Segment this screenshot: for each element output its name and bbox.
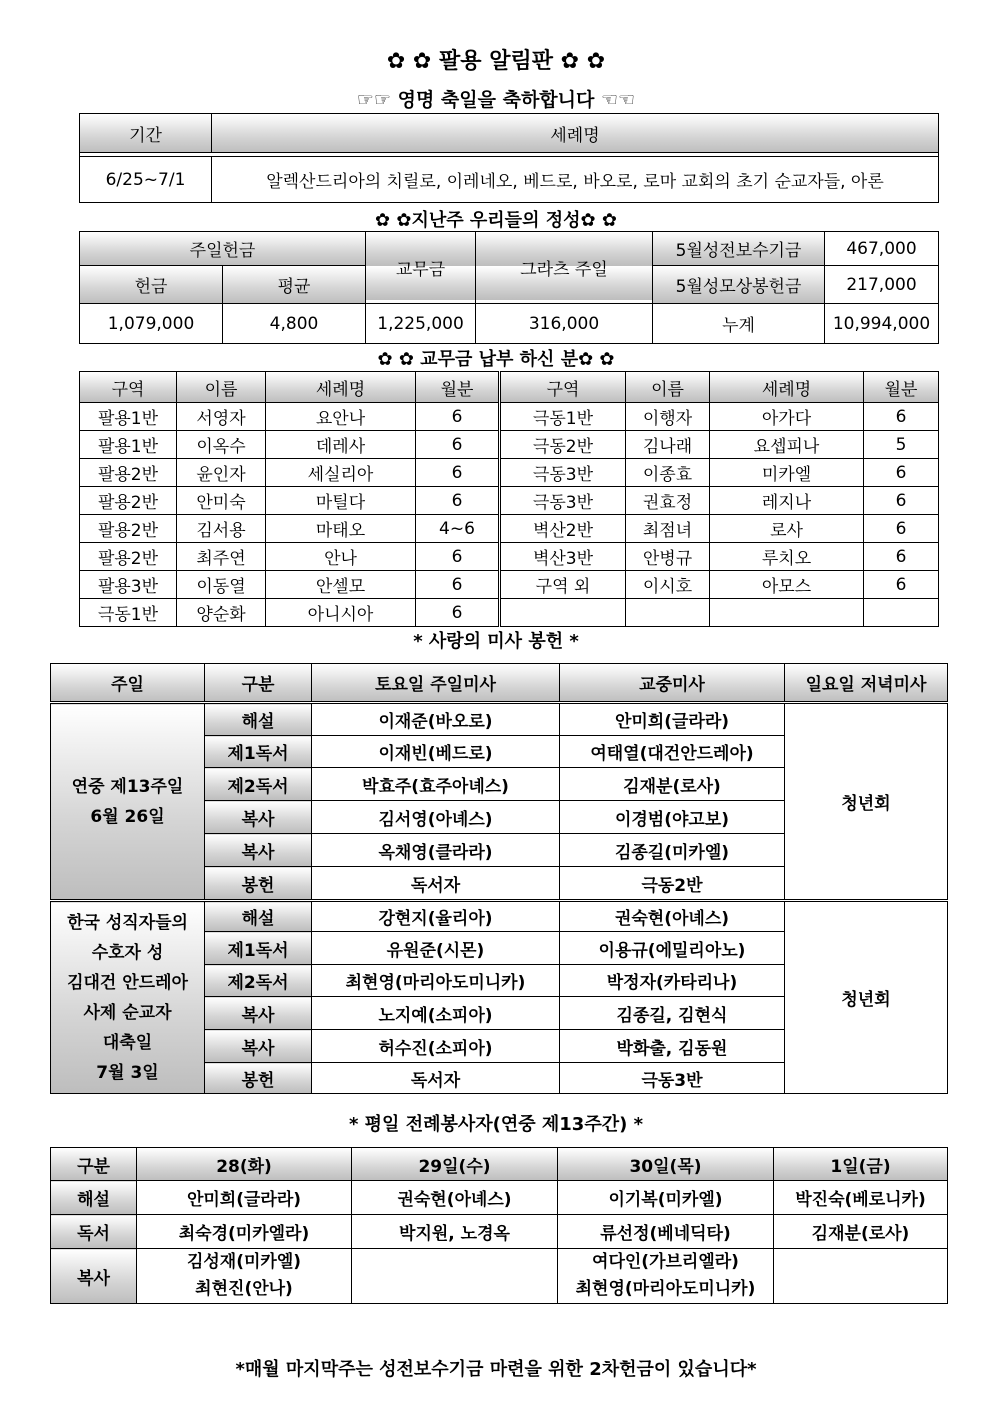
mass-cell: 옥채영(클라라): [312, 834, 560, 867]
total-value: 10,994,000: [825, 304, 939, 344]
dues-cell: 세실리아: [266, 459, 416, 487]
dues-cell: 벽산2반: [500, 515, 626, 543]
footer-notice: *매월 마지막주는 성전보수기금 마련을 위한 2차헌금이 있습니다*: [235, 1359, 757, 1380]
mass-cell: 안미희(글라라): [560, 703, 785, 736]
mass-cell: 권숙현(아녜스): [560, 901, 785, 932]
dues-cell: 안셀모: [266, 571, 416, 599]
cash-header: 헌금: [80, 266, 223, 304]
mass-cell: 허수진(소피아): [312, 1030, 560, 1063]
weekday-cell: 박지원, 노경옥: [352, 1215, 558, 1249]
dues-row: [80, 431, 939, 459]
dues-cell: 김서용: [177, 515, 266, 543]
dues-cell: 서영자: [177, 403, 266, 431]
header-baptismal-names: 세례명: [212, 114, 939, 153]
dues-cell: 6: [864, 487, 939, 515]
dues-cell: 벽산3반: [500, 543, 626, 571]
dues-cell: 6: [416, 487, 500, 515]
dues-cell: 극동3반: [500, 459, 626, 487]
mass-week-label-line: 김대건 안드레아: [67, 972, 188, 993]
dues-table: [79, 371, 939, 627]
mass-cell: 김재분(로사): [560, 768, 785, 801]
mass-cell: 극동3반: [560, 1063, 785, 1094]
mass-role: 제1독서: [205, 932, 312, 965]
mass-cell: 극동2반: [560, 867, 785, 901]
dues-cell: 이옥수: [177, 431, 266, 459]
mass-role: 복사: [205, 834, 312, 867]
dues-row: [80, 543, 939, 571]
weekday-cell: [774, 1249, 948, 1304]
mass-row: [51, 703, 948, 736]
feast-period: 6/25~7/1: [80, 157, 212, 203]
weekday-cell: 박진숙(베로니카): [774, 1181, 948, 1215]
weekday-table: [50, 1147, 948, 1304]
dues-header-baptismal: 세례명: [710, 372, 864, 403]
dues-cell: 팔용3반: [80, 571, 177, 599]
mass-week-label-line: 한국 성직자들의: [67, 912, 188, 933]
feast-table: [79, 113, 939, 203]
mass-role: 복사: [205, 1030, 312, 1063]
mass-cell: 이재준(바오로): [312, 703, 560, 736]
dues-cell: 극동2반: [500, 431, 626, 459]
mass-role: 제1독서: [205, 736, 312, 768]
dues-header-baptismal: 세례명: [266, 372, 416, 403]
mass-week-label-line: 6월 26일: [90, 806, 165, 827]
mass-cell: 박효주(효주아녜스): [312, 768, 560, 801]
dues-cell: 팔용2반: [80, 487, 177, 515]
dues-cell: 안병규: [626, 543, 710, 571]
average-header: 평균: [223, 266, 366, 304]
mass-cell: 독서자: [312, 867, 560, 901]
mass-week-label: [51, 901, 205, 1094]
dues-cell: 6: [864, 571, 939, 599]
mass-header-saturday: 토요일 주일미사: [312, 664, 560, 703]
dues-cell: 윤인자: [177, 459, 266, 487]
dues-cell: 6: [864, 403, 939, 431]
dues-cell: 6: [864, 459, 939, 487]
server-name: 최현영(마리아도미니카): [575, 1279, 756, 1299]
mass-week-label: [51, 703, 205, 901]
marian-value: 217,000: [825, 266, 939, 304]
dues-cell: 최주연: [177, 543, 266, 571]
mass-row: [51, 901, 948, 932]
dues-cell: 6: [416, 403, 500, 431]
server-name: 최현진(안나): [195, 1279, 293, 1299]
dues-cell: 6: [864, 515, 939, 543]
weekday-cell: 권숙현(아녜스): [352, 1181, 558, 1215]
dues-cell: 5: [864, 431, 939, 459]
dues-cell: [710, 599, 864, 627]
weekday-cell: 안미희(글라라): [137, 1181, 352, 1215]
dues-cell: 팔용1반: [80, 431, 177, 459]
dues-cell: 루치오: [710, 543, 864, 571]
feast-heading: ☞☞ 영명 축일을 축하합니다 ☜☜: [356, 89, 636, 111]
dues-header-month: 월분: [864, 372, 939, 403]
dues-cell: 권효정: [626, 487, 710, 515]
dues-cell: [500, 599, 626, 627]
dues-cell: 6: [416, 571, 500, 599]
dues-cell: 미카엘: [710, 459, 864, 487]
mass-cell: 김종길, 김현식: [560, 997, 785, 1030]
dues-cell: 마태오: [266, 515, 416, 543]
dues-cell: 극동1반: [80, 599, 177, 627]
mass-evening: 청년회: [785, 901, 948, 1094]
dues-cell: 아모스: [710, 571, 864, 599]
parish-fee-header: 교무금: [366, 232, 476, 304]
mass-title: * 사랑의 미사 봉헌 *: [413, 631, 579, 652]
mass-role: 제2독서: [205, 965, 312, 997]
mass-cell: 김종길(미카엘): [560, 834, 785, 867]
dues-row: [80, 403, 939, 431]
mass-header-sunday: 주일: [51, 664, 205, 703]
dues-cell: 6: [416, 543, 500, 571]
gratias-value: 316,000: [476, 304, 653, 344]
mass-cell: 최현영(마리아도미니카): [312, 965, 560, 997]
dues-cell: 팔용2반: [80, 543, 177, 571]
dues-cell: 6: [416, 459, 500, 487]
mass-week-label-line: 7월 3일: [96, 1062, 159, 1083]
dues-header-district: 구역: [80, 372, 177, 403]
dues-cell: 데레사: [266, 431, 416, 459]
dues-cell: 로사: [710, 515, 864, 543]
mass-cell: 이용규(에밀리아노): [560, 932, 785, 965]
dues-cell: 아니시아: [266, 599, 416, 627]
mass-role: 해설: [205, 703, 312, 736]
dues-cell: 이동열: [177, 571, 266, 599]
dues-cell: 양순화: [177, 599, 266, 627]
mass-cell: 박화출, 김동원: [560, 1030, 785, 1063]
mass-header-role: 구분: [205, 664, 312, 703]
dues-cell: 이시호: [626, 571, 710, 599]
dues-row: [80, 571, 939, 599]
dues-cell: 이행자: [626, 403, 710, 431]
dues-cell: 6: [864, 543, 939, 571]
mass-evening: 청년회: [785, 703, 948, 901]
dues-row: [80, 599, 939, 627]
feast-names: 알렉산드리아의 치릴로, 이레네오, 베드로, 바오로, 로마 교회의 초기 순교자들, 아론: [212, 157, 939, 203]
mass-role: 복사: [205, 801, 312, 834]
dues-cell: 안나: [266, 543, 416, 571]
weekday-title: * 평일 전례봉사자(연중 제13주간) *: [348, 1114, 644, 1135]
weekday-header-tue: 28(화): [137, 1148, 352, 1181]
dues-cell: 구역 외: [500, 571, 626, 599]
dues-cell: 극동3반: [500, 487, 626, 515]
gratias-header: 그라츠 주일: [476, 232, 653, 304]
average-value: 4,800: [223, 304, 366, 344]
mass-week-label-line: 연중 제13주일: [71, 776, 184, 797]
mass-header-main: 교중미사: [560, 664, 785, 703]
mass-cell: 이재빈(베드로): [312, 736, 560, 768]
dues-header-district: 구역: [500, 372, 626, 403]
weekday-header-role: 구분: [51, 1148, 137, 1181]
weekday-header-wed: 29일(수): [352, 1148, 558, 1181]
weekday-role-reading: 독서: [51, 1215, 137, 1249]
mass-cell: 노지예(소피아): [312, 997, 560, 1030]
mass-role: 봉헌: [205, 1063, 312, 1094]
mass-cell: 이경범(야고보): [560, 801, 785, 834]
fund-value: 467,000: [825, 232, 939, 266]
dues-cell: 이종효: [626, 459, 710, 487]
dues-cell: 최점녀: [626, 515, 710, 543]
dues-cell: 6: [416, 431, 500, 459]
header-period: 기간: [80, 114, 212, 153]
weekday-cell: [558, 1249, 774, 1304]
server-name: 여다인(가브리엘라): [592, 1252, 739, 1272]
mass-role: 복사: [205, 997, 312, 1030]
offering-title: ✿ ✿지난주 우리들의 정성✿ ✿: [375, 210, 617, 231]
dues-row: [80, 487, 939, 515]
dues-cell: 4~6: [416, 515, 500, 543]
dues-row: [80, 459, 939, 487]
total-label: 누계: [653, 304, 825, 344]
dues-header-name: 이름: [626, 372, 710, 403]
dues-cell: 김나래: [626, 431, 710, 459]
dues-cell: [864, 599, 939, 627]
weekday-header-thu: 30일(목): [558, 1148, 774, 1181]
mass-role: 제2독서: [205, 768, 312, 801]
dues-cell: 팔용2반: [80, 515, 177, 543]
dues-title: ✿ ✿ 교무금 납부 하신 분✿ ✿: [377, 349, 615, 370]
weekday-cell: 최숙경(미카엘라): [137, 1215, 352, 1249]
mass-header-evening: 일요일 저녁미사: [785, 664, 948, 703]
marian-label: 5월성모상봉헌금: [653, 266, 825, 304]
cash-value: 1,079,000: [80, 304, 223, 344]
dues-cell: 레지나: [710, 487, 864, 515]
weekday-header-fri: 1일(금): [774, 1148, 948, 1181]
dues-header-name: 이름: [177, 372, 266, 403]
mass-role: 봉헌: [205, 867, 312, 901]
parish-fee-value: 1,225,000: [366, 304, 476, 344]
dues-cell: 아가다: [710, 403, 864, 431]
offering-table: [79, 231, 939, 344]
dues-cell: 6: [416, 599, 500, 627]
dues-cell: 안미숙: [177, 487, 266, 515]
dues-header-month: 월분: [416, 372, 500, 403]
mass-cell: 독서자: [312, 1063, 560, 1094]
dues-row: [80, 515, 939, 543]
sunday-offering-header: 주일헌금: [80, 232, 366, 266]
dues-cell: 팔용2반: [80, 459, 177, 487]
dues-cell: 요안나: [266, 403, 416, 431]
mass-cell: 유원준(시몬): [312, 932, 560, 965]
mass-cell: 박정자(카타리나): [560, 965, 785, 997]
server-name: 김성재(미카엘): [186, 1252, 302, 1272]
weekday-role-commentary: 해설: [51, 1181, 137, 1215]
weekday-cell: 류선정(베네딕타): [558, 1215, 774, 1249]
mass-cell: 여태열(대건안드레아): [560, 736, 785, 768]
mass-cell: 강현지(율리아): [312, 901, 560, 932]
weekday-cell: [352, 1249, 558, 1304]
weekday-cell: 김재분(로사): [774, 1215, 948, 1249]
weekday-cell: [137, 1249, 352, 1304]
weekday-cell: 이기복(미카엘): [558, 1181, 774, 1215]
dues-cell: [626, 599, 710, 627]
weekday-role-server: 복사: [51, 1249, 137, 1304]
dues-cell: 마틸다: [266, 487, 416, 515]
page-title: ✿ ✿ 팔용 알림판 ✿ ✿: [386, 49, 606, 74]
dues-cell: 팔용1반: [80, 403, 177, 431]
mass-week-label-line: 수호자 성: [91, 942, 164, 963]
mass-role: 해설: [205, 901, 312, 932]
mass-week-label-line: 사제 순교자: [83, 1002, 172, 1023]
dues-cell: 극동1반: [500, 403, 626, 431]
fund-label: 5월성전보수기금: [653, 232, 825, 266]
mass-table: [50, 663, 948, 1094]
mass-week-label-line: 대축일: [102, 1032, 153, 1053]
dues-cell: 요셉피나: [710, 431, 864, 459]
mass-cell: 김서영(아녜스): [312, 801, 560, 834]
